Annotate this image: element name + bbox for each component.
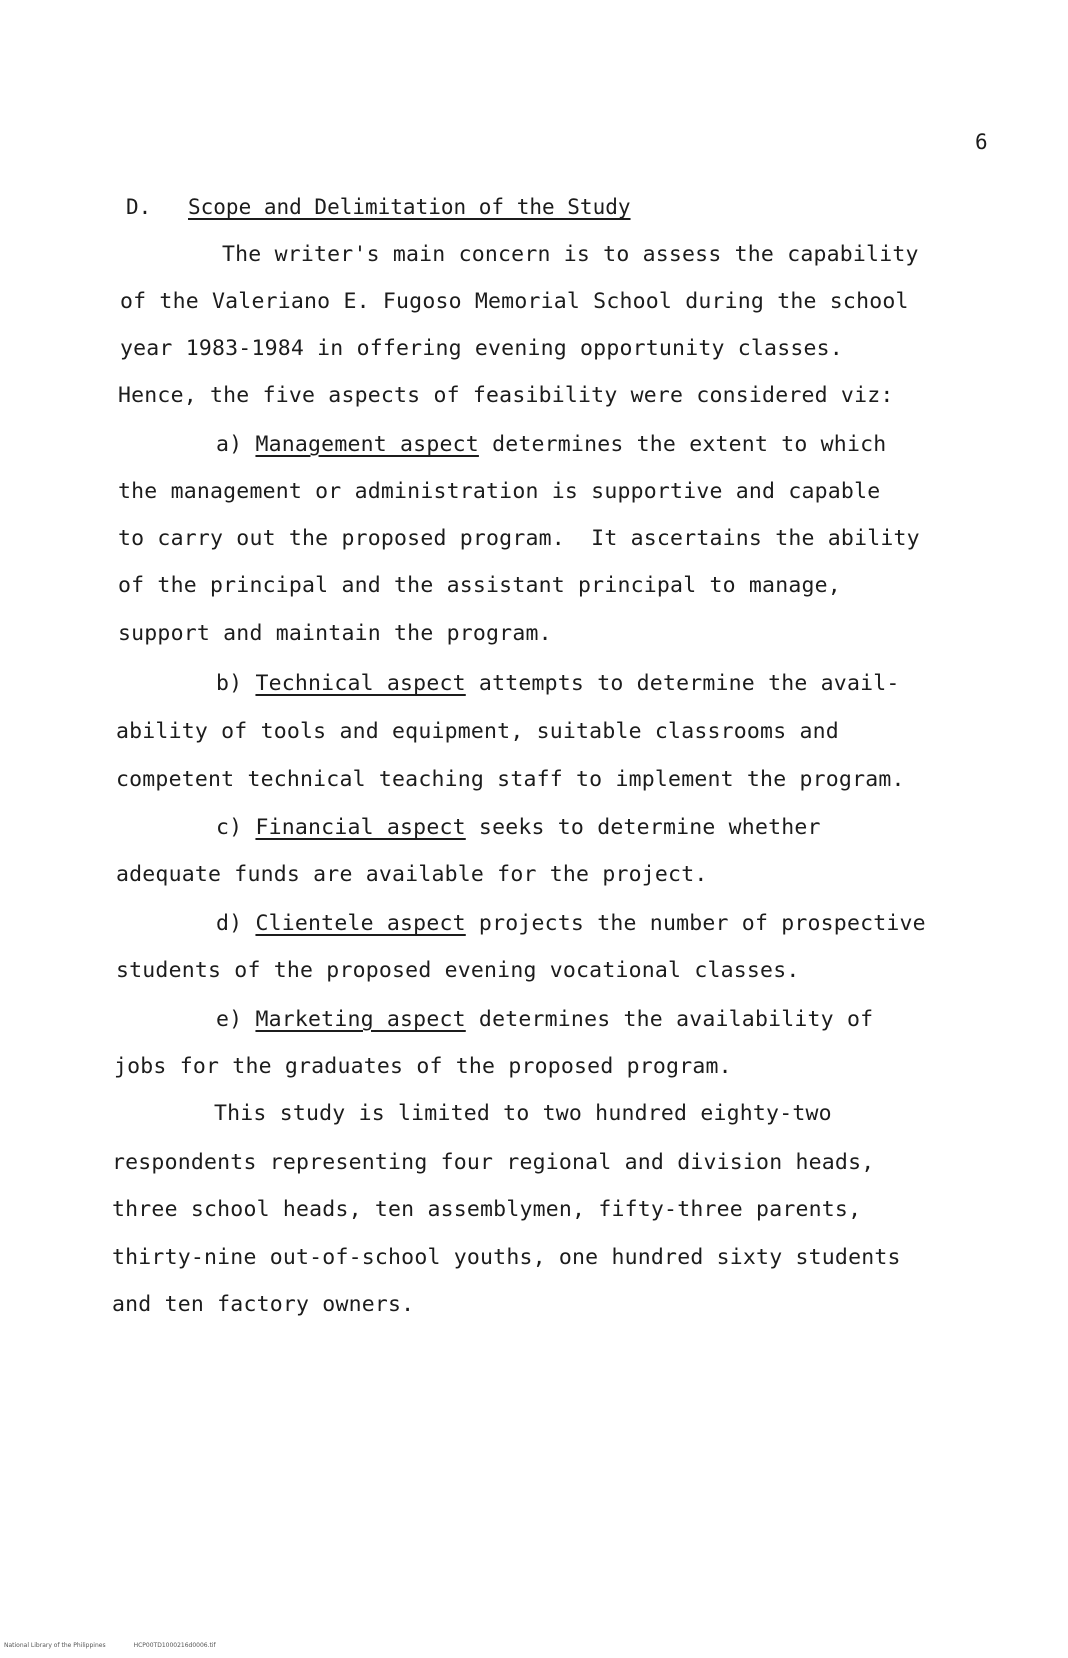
- section-letter: D.: [126, 195, 152, 219]
- text-line: respondents representing four regional and division heads,: [112, 1150, 875, 1175]
- item-label: e): [216, 1007, 243, 1032]
- section-title: Scope and Delimitation of the Study: [188, 195, 631, 219]
- item-label: a): [216, 432, 243, 457]
- text-line: This study is limited to two hundred eighty-two: [214, 1101, 832, 1126]
- aspect-term: Management aspect: [255, 432, 479, 457]
- aspect-term: Technical aspect: [255, 671, 466, 696]
- text-line: the management or administration is supportive and capable: [118, 479, 881, 504]
- text-line: to carry out the proposed program. It ascertains the ability: [118, 526, 920, 551]
- aspect-description: seeks to determine whether: [478, 815, 821, 840]
- scan-footer: [4, 1642, 216, 1649]
- aspect-item-clientele: [216, 911, 926, 936]
- item-label: d): [216, 911, 243, 936]
- section-heading: [126, 195, 631, 219]
- text-line: adequate funds are available for the project.: [116, 862, 708, 887]
- text-line: of the principal and the assistant principal to manage,: [118, 573, 841, 598]
- aspect-term: Financial aspect: [255, 815, 466, 840]
- footer-file-id: HCP00TD1000216d0006.tif: [133, 1642, 216, 1649]
- aspect-term: Marketing aspect: [255, 1007, 466, 1032]
- aspect-description: determines the availability of: [478, 1007, 874, 1032]
- aspect-description: attempts to determine the avail-: [478, 671, 900, 696]
- item-label: c): [216, 815, 243, 840]
- text-line: support and maintain the program.: [118, 621, 552, 646]
- aspect-item-technical: [216, 671, 900, 696]
- footer-library: National Library of the Philippines: [4, 1642, 106, 1649]
- aspect-item-financial: [216, 815, 821, 840]
- text-line: year 1983-1984 in offering evening opportunity classes.: [120, 336, 843, 361]
- text-line: Hence, the five aspects of feasibility were considered viz:: [118, 383, 894, 408]
- aspect-description: projects the number of prospective: [478, 911, 926, 936]
- text-line: competent technical teaching staff to implement the program.: [116, 767, 905, 792]
- page-number: 6: [975, 130, 988, 154]
- aspect-description: determines the extent to which: [492, 432, 887, 457]
- text-line: and ten factory owners.: [112, 1292, 415, 1317]
- aspect-item-management: [216, 432, 886, 457]
- item-label: b): [216, 671, 243, 696]
- aspect-item-marketing: [216, 1007, 873, 1032]
- text-line: students of the proposed evening vocational classes.: [116, 958, 800, 983]
- text-line: of the Valeriano E. Fugoso Memorial School during the school: [120, 289, 909, 314]
- text-line: The writer's main concern is to assess the capability: [222, 242, 919, 267]
- text-line: jobs for the graduates of the proposed program.: [114, 1054, 732, 1079]
- text-line: three school heads, ten assemblymen, fifty-three parents,: [112, 1197, 862, 1222]
- aspect-term: Clientele aspect: [255, 911, 466, 936]
- text-line: thirty-nine out-of-school youths, one hundred sixty students: [112, 1245, 901, 1270]
- text-line: ability of tools and equipment, suitable classrooms and: [116, 719, 839, 744]
